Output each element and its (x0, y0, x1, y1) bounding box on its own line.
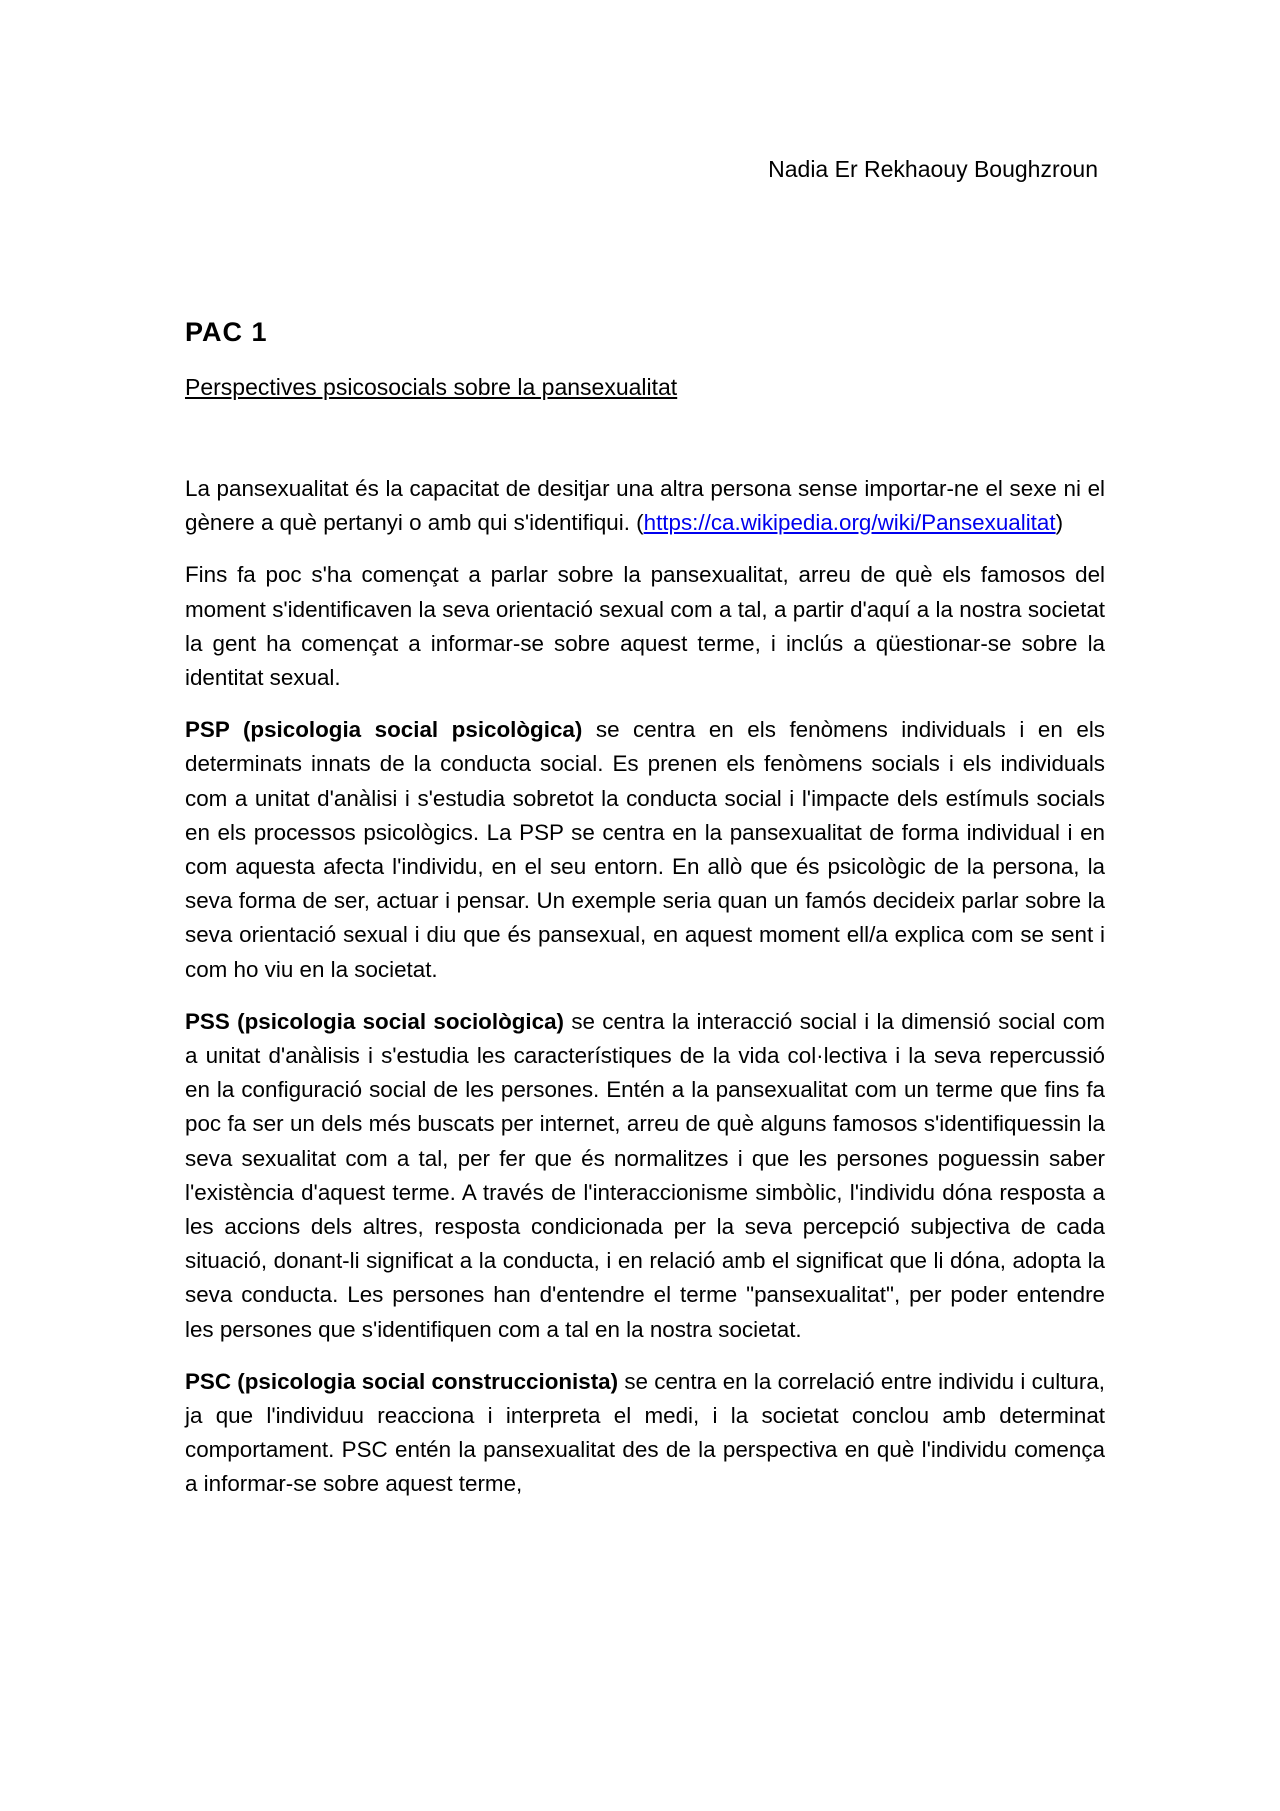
wikipedia-link[interactable]: https://ca.wikipedia.org/wiki/Pansexualitat (643, 510, 1056, 536)
pss-paragraph (185, 1005, 1105, 1347)
psp-label: PSP (psicologia social psicològica) (185, 717, 583, 743)
pss-label: PSS (psicologia social sociològica) (185, 1008, 565, 1034)
close-paren: ) (1055, 510, 1064, 536)
psc-paragraph (185, 1365, 1105, 1502)
definition-paragraph (185, 472, 1105, 540)
psc-label: PSC (psicologia social construccionista) (185, 1368, 619, 1394)
psp-text: se centra en els fenòmens individuals i en els determinats innats de la conducta social. Es prenen els fenòmens socials i els individuals com a unitat d'anàlisi i s'estudia sobretot la conducta social i l'impacte dels estímuls socials en els processos psicològics. La PSP se centra en la pansexualitat de forma individual i en com aquesta afecta l'individu, en el seu entorn. En allò que és psicològic de la persona, la seva forma de ser, actuar i pensar. Un exemple seria quan un famós decideix parlar sobre la seva orientació sexual i diu que és pansexual, en aquest moment ell/a explica com se sent i com ho viu en la societat. (185, 717, 1105, 982)
psp-paragraph (185, 713, 1105, 987)
open-paren: ( (636, 510, 644, 536)
intro-paragraph: Fins fa poc s'ha començat a parlar sobre la pansexualitat, arreu de què els famosos del moment s'identificaven la seva orientació sexual com a tal, a partir d'aquí a la nostra societat la gent ha començat a informar-se sobre aquest terme, i inclús a qüestionar-se sobre la identitat sexual. (185, 562, 1105, 691)
document-subtitle: Perspectives psicosocials sobre la pansexualitat (185, 374, 678, 400)
definition-text: La pansexualitat és la capacitat de desitjar una altra persona sense importar-ne el sexe ni el gènere a què pertanyi o amb qui s'identifiqui. (185, 476, 1105, 536)
author-name: Nadia Er Rekhaouy Boughzroun (768, 156, 1098, 182)
psc-text: se centra en la correlació entre individu i cultura, ja que l'individuu reacciona i interpreta el medi, i la societat conclou amb determinat comportament. PSC entén la pansexualitat des de la perspectiva en què l'individu comença a informar-se sobre aquest terme, (185, 1368, 1105, 1497)
document-body (185, 472, 1105, 1520)
document-title: PAC 1 (185, 317, 268, 347)
pss-text: se centra la interacció social i la dimensió social com a unitat d'anàlisis i s'estudia les característiques de la vida col·lectiva i la seva repercussió en la configuració social de les persones. Entén a la pansexualitat com un terme que fins fa poc fa ser un dels més buscats per internet, arreu de què alguns famosos s'identifiquessin la seva sexualitat com a tal, per fer que és normalitzes i que les persones poguessin saber l'existència d'aquest terme. A través de l'interaccionisme simbòlic, l'individu dóna resposta a les accions dels altres, resposta condicionada per la seva percepció subjectiva de cada situació, donant-li significat a la conducta, i en relació amb el significat que li dóna, adopta la seva conducta. Les persones han d'entendre el terme "pansexualitat", per poder entendre les persones que s'identifiquen com a tal en la nostra societat. (185, 1008, 1106, 1342)
